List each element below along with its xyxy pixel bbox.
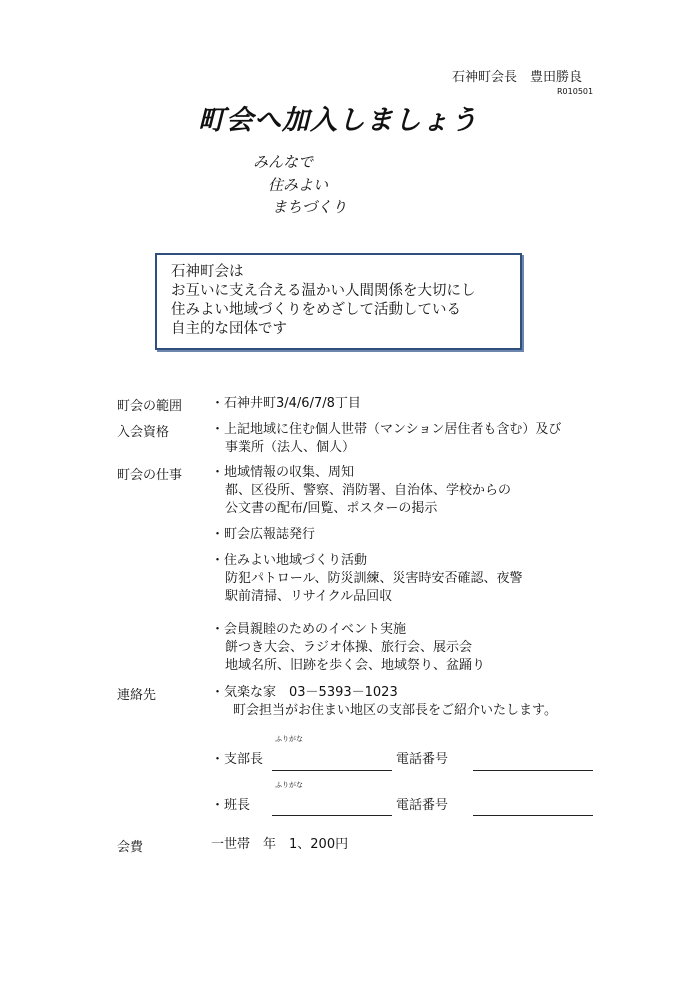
work-group-newsletter [211,526,315,544]
work-label: 町会の仕事 [117,468,183,483]
eligibility-text [211,421,561,457]
slogan-line-2: 住みよい [268,176,329,194]
furigana-branch: ふりがな [275,735,303,743]
work-item-detail: 餅つき大会、ラジオ体操、旅行会、展示会 [225,640,473,655]
work-item-title: ・地域情報の収集、周知 [211,465,355,480]
branch-chief-name-line[interactable] [272,770,392,771]
work-item-title: ・住みよい地域づくり活動 [211,553,368,568]
eligibility-line: 事業所（法人、個人） [225,440,356,455]
slogan-line-1: みんなで [253,153,314,171]
author-line: 石神町会長 豊田勝良 [452,70,583,85]
mission-line: お互いに支え合える温かい人間関係を大切にし [171,283,476,299]
group-leader-name-line[interactable] [272,815,392,816]
work-item-title: ・会員親睦のためのイベント実施 [211,622,407,637]
work-group-community [211,552,522,606]
mission-line: 自主的な団体です [171,321,287,337]
eligibility-label: 入会資格 [117,425,170,440]
contact-phone: ・気楽な家 03－5393－1023 [211,685,398,700]
branch-chief-label: ・支部長 [211,752,264,767]
mission-line: 石神町会は [171,264,244,280]
furigana-group: ふりがな [275,781,303,789]
scope-label: 町会の範囲 [117,399,183,414]
group-phone-label: 電話番号 [396,798,449,813]
contact-text [211,684,557,720]
branch-phone-label: 電話番号 [396,752,449,767]
eligibility-line: ・上記地域に住む個人世帯（マンション居住者も含む）及び [211,422,562,437]
fee-label: 会費 [117,840,144,855]
contact-note: 町会担当がお住まい地区の支部長をご紹介いたします。 [233,703,557,718]
group-leader-label: ・班長 [211,798,251,813]
work-item-title: ・町会広報誌発行 [211,527,316,542]
page-title: 町会へ加入しましょう [198,105,478,136]
mission-line: 住みよい地域づくりをめざして活動している [171,302,461,318]
contact-label: 連絡先 [117,688,157,703]
mission-box [155,253,522,350]
work-item-detail: 公文書の配布/回覧、ポスターの掲示 [225,501,438,516]
work-item-detail: 駅前清掃、リサイクル品回収 [225,589,393,604]
work-item-detail: 防犯パトロール、防災訓練、災害時安否確認、夜警 [225,571,523,586]
work-item-detail: 地域名所、旧跡を歩く会、地域祭り、盆踊り [225,658,486,673]
work-group-events [211,621,485,675]
fee-text: 一世帯 年 1、200円 [211,837,349,852]
scope-text: ・石神井町3/4/6/7/8丁目 [211,396,361,411]
work-group-info [211,464,511,518]
document-code: R010501 [557,87,594,96]
work-item-detail: 都、区役所、警察、消防署、自治体、学校からの [225,483,512,498]
branch-phone-line[interactable] [473,770,593,771]
group-phone-line[interactable] [473,815,593,816]
slogan-line-3: まちづくり [272,198,347,216]
